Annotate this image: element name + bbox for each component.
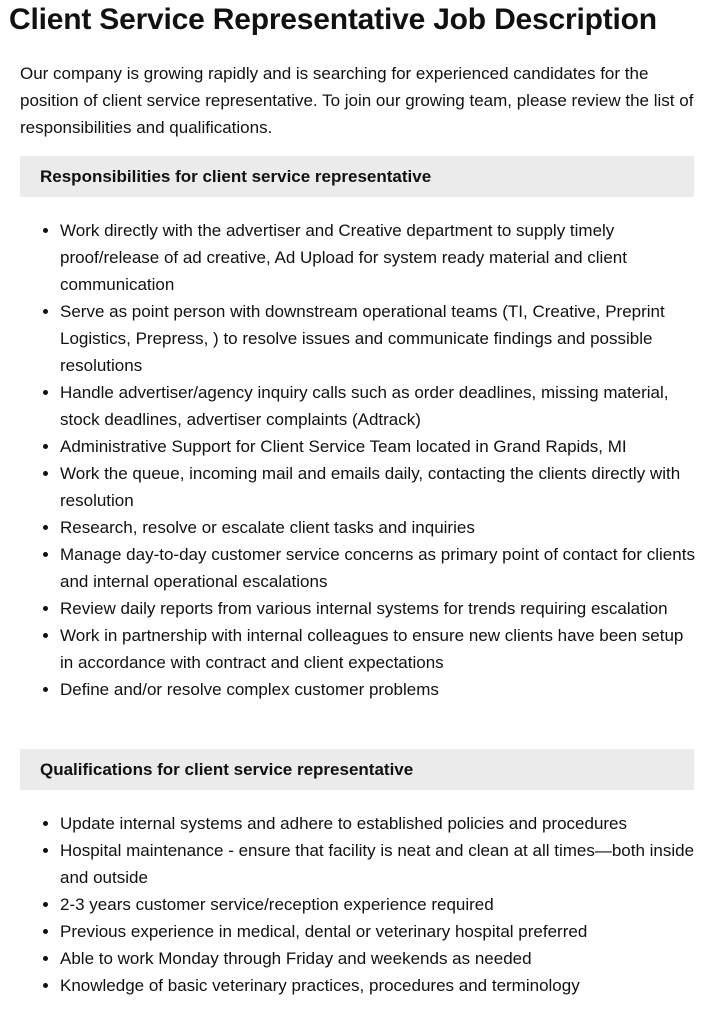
list-item: • Research, resolve or escalate client tasks and inquiries [60, 514, 700, 541]
list-item: • Handle advertiser/agency inquiry calls such as order deadlines, missing material, stock deadlines, advertiser complaints (Adtrack) [60, 379, 700, 433]
list-item: • Able to work Monday through Friday and weekends as needed [60, 945, 700, 972]
list-item: • Knowledge of basic veterinary practices, procedures and terminology [60, 972, 700, 999]
page-title: Client Service Representative Job Description [9, 3, 657, 36]
qualifications-list [20, 810, 700, 999]
list-item: • Work the queue, incoming mail and emails daily, contacting the clients directly with resolution [60, 460, 700, 514]
list-item: • Hospital maintenance - ensure that facility is neat and clean at all times—both inside and outside [60, 837, 700, 891]
list-item: • Work directly with the advertiser and Creative department to supply timely proof/release of ad creative, Ad Upload for system ready material and client communication [60, 217, 700, 298]
list-item: • Manage day-to-day customer service concerns as primary point of contact for clients and internal operational escalations [60, 541, 700, 595]
list-item: • Work in partnership with internal colleagues to ensure new clients have been setup in accordance with contract and client expectations [60, 622, 700, 676]
list-item: • Administrative Support for Client Service Team located in Grand Rapids, MI [60, 433, 700, 460]
qualifications-heading: Qualifications for client service representative [20, 749, 694, 790]
list-item: • Review daily reports from various internal systems for trends requiring escalation [60, 595, 700, 622]
responsibilities-heading: Responsibilities for client service representative [20, 156, 694, 197]
list-item: • Previous experience in medical, dental or veterinary hospital preferred [60, 918, 700, 945]
intro-paragraph: Our company is growing rapidly and is searching for experienced candidates for the position of client service representative. To join our growing team, please review the list of responsibilities and qualifications. [20, 64, 694, 137]
list-item: • Define and/or resolve complex customer problems [60, 676, 700, 703]
responsibilities-list [20, 217, 700, 703]
list-item: • 2-3 years customer service/reception experience required [60, 891, 700, 918]
list-item: • Serve as point person with downstream operational teams (TI, Creative, Preprint Logistics, Prepress, ) to resolve issues and communicate findings and possible resolutions [60, 298, 700, 379]
list-item: • Update internal systems and adhere to established policies and procedures [60, 810, 700, 837]
